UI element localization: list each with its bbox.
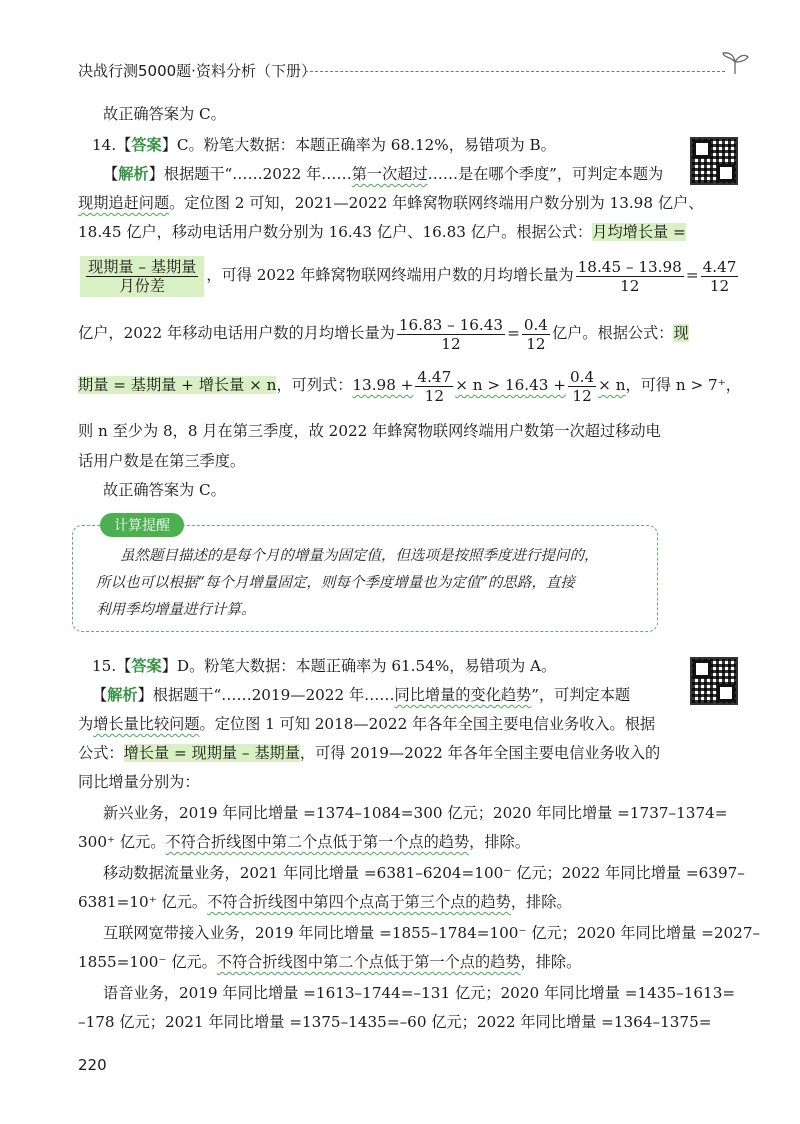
tip-line-2: 所以也可以根据“每个月增量固定，则每个季度增量也为定值”的思路，直接: [96, 575, 575, 591]
qr-code-q14[interactable]: [690, 137, 738, 185]
qr-code-q15[interactable]: [690, 657, 738, 705]
page-number: 220: [78, 1056, 107, 1074]
header-title: 决战行测5000题·资料分析（下册）: [78, 62, 316, 80]
q14-formula-line2: 亿户，2022 年移动电话用户数的月均增长量为 $\frac{16.83 - 16.43}{12}$ = $\frac{0.4}{12}$ 亿户。根据公式：现: [78, 315, 689, 353]
q15-mobile-data-line2: 6381=10⁺ 亿元。不符合折线图中第四个点高于第三个点的趋势，排除。: [78, 893, 572, 911]
q15-mobile-data-line1: 移动数据流量业务，2021 年同比增量 =6381–6204=100⁻ 亿元；2022 年同比增量 =6397–: [103, 864, 745, 882]
sprout-icon: [720, 50, 750, 80]
q15-analysis-line1: 【解析】根据题干“……2019—2022 年……同比增量的变化趋势”，可判定本题: [92, 686, 631, 704]
q14-analysis-line1: 【解析】根据题干“……2022 年……第一次超过……是在哪个季度”，可判定本题为: [103, 165, 664, 183]
q14-conclusion-line2: 话用户数是在第三季度。: [78, 452, 246, 470]
header-divider: [305, 71, 725, 72]
formula-monthly-growth: $\frac{\text{现期量 – 基期量}}{\text{月份差}}$: [80, 256, 204, 297]
q15-voice-line1: 语音业务，2019 年同比增量 =1613–1744=–131 亿元；2020 年同比增量 =1435–1613=: [103, 984, 736, 1002]
q15-emerging-line1: 新兴业务，2019 年同比增量 =1374–1084=300 亿元；2020 年同比增量 =1737–1374=: [103, 804, 728, 822]
q15-analysis-line4: 同比增量分别为：: [78, 773, 200, 791]
q15-broadband-line2: 1855=100⁻ 亿元。不符合折线图中第二个点低于第一个点的趋势，排除。: [78, 953, 582, 971]
q15-broadband-line1: 互联网宽带接入业务，2019 年同比增量 =1855–1784=100⁻ 亿元；2020 年同比增量 =2027–: [103, 924, 761, 942]
q15-voice-line2: –178 亿元；2021 年同比增量 =1375–1435=–60 亿元；2022 年同比增量 =1364–1375=: [78, 1013, 712, 1031]
tip-line-3: 利用季均增量进行计算。: [96, 602, 256, 618]
q14-answer-line: 14.【答案】C。粉笔大数据：本题正确率为 68.12%，易错项为 B。: [92, 136, 556, 154]
q14-formula-line3: 期量 = 基期量 + 增长量 × n，可列式：13.98 + $\frac{4.47}{12}$ × n > 16.43 + $\frac{0.4}{12}$ × n，可得 n > 7⁺，: [78, 367, 741, 405]
q14-conclusion-line1: 则 n 至少为 8，8 月在第三季度，故 2022 年蜂窝物联网终端用户数第一次超过移动电: [78, 422, 661, 440]
tip-line-1: 虽然题目描述的是每个月的增量为固定值，但选项是按照季度进行提问的，: [120, 548, 599, 564]
calc-tip-tag: 计算提醒: [100, 513, 184, 537]
q15-emerging-line2: 300⁺ 亿元。不符合折线图中第二个点低于第一个点的趋势，排除。: [78, 833, 530, 851]
q14-formula-line1: $\frac{\text{现期量 – 基期量}}{\text{月份差}}$ ，可得 2022 年蜂窝物联网终端用户数的月均增长量为 $\frac{18.45 - 13.98}{12}$ = $\frac{4.47}{12}$: [78, 252, 740, 298]
q15-answer-line: 15.【答案】D。粉笔大数据：本题正确率为 61.54%，易错项为 A。: [92, 657, 557, 675]
q14-final-answer: 故正确答案为 C。: [103, 481, 226, 499]
answer-line: 故正确答案为 C。: [103, 105, 226, 123]
q15-analysis-line3: 公式：增长量 = 现期量 – 基期量，可得 2019—2022 年各年全国主要电信业务收入的: [78, 744, 661, 762]
q14-analysis-line2: 现期追赶问题。定位图 2 可知，2021—2022 年蜂窝物联网终端用户数分别为 13.98 亿户、: [78, 194, 704, 212]
q14-analysis-line3: 18.45 亿户，移动电话用户数分别为 16.43 亿户、16.83 亿户。根据公式：月均增长量 =: [78, 223, 686, 241]
q15-analysis-line2: 为增长量比较问题。定位图 1 可知 2018—2022 年各年全国主要电信业务收入。根据: [78, 715, 656, 733]
